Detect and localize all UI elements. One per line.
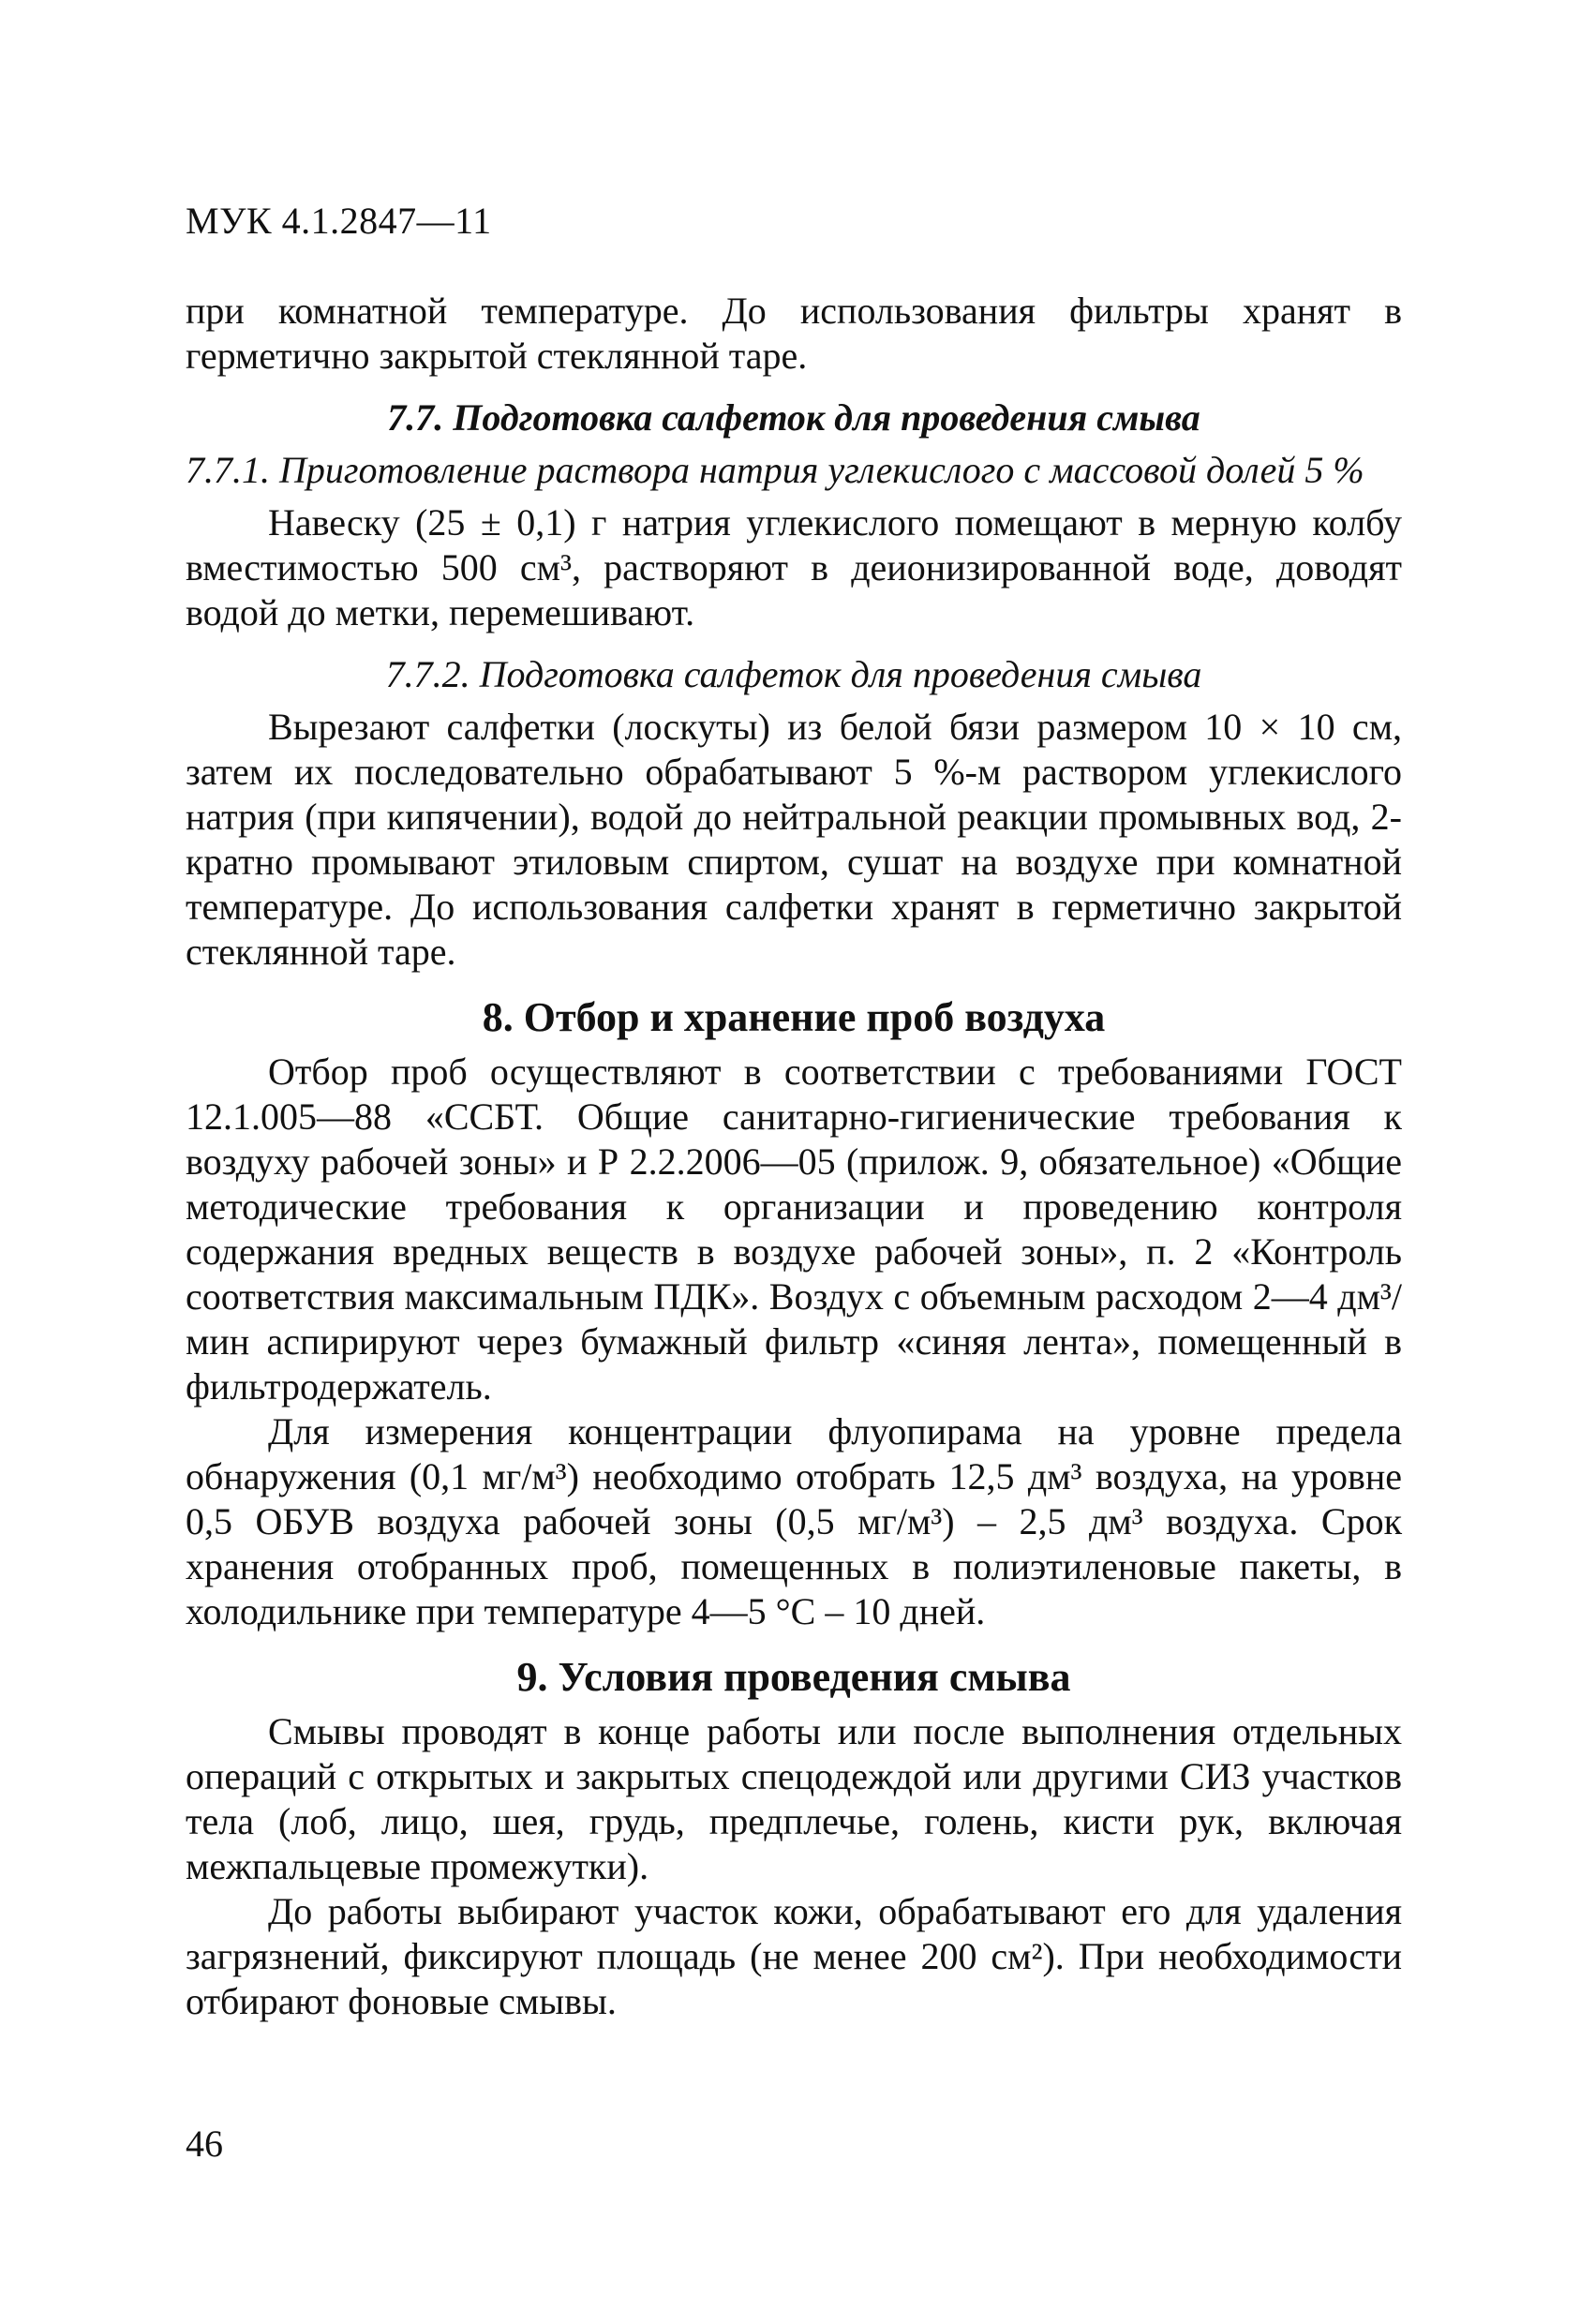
paragraph-air-sampling: Отбор проб осуществляют в соответствии с требованиями ГОСТ 12.1.005—88 «ССБТ. Общие санитарно-гигиенические требования к воздуху рабочей зоны» и Р 2.2.2006—05 (прилож. 9, обязательное) «Общие методические требования к организации и проведению контроля содержания вредных веществ в воздухе рабочей зоны», п. 2 «Контроль соответствия максимальным ПДК». Воздух с объемным расходом 2—4 дм³/мин аспирируют через бумажный фильтр «синяя лента», помещенный в фильтродержатель. — [186, 1050, 1402, 1408]
document-code-header: МУК 4.1.2847—11 — [186, 200, 492, 242]
subheading-7-7-1: 7.7.1. Приготовление раствора натрия углекислого с массовой долей 5 % — [186, 449, 1364, 491]
page-number: 46 — [186, 2123, 223, 2165]
paragraph-wipes-prep: Вырезают салфетки (лоскуты) из белой бязи размером 10 × 10 см, затем их последовательно обрабатывают 5 %-м раствором углекислого натрия (при кипячении), водой до нейтральной реакции промывных вод, 2-кратно промывают этиловым спиртом, сушат на воздухе при комнатной температуре. До использования салфетки хранят в герметично закрытой стеклянной таре. — [186, 706, 1402, 973]
subheading-7-7-2: 7.7.2. Подготовка салфеток для проведения смыва — [385, 653, 1202, 695]
paragraph-concentration-measurement: Для измерения концентрации флуопирама на уровне предела обнаружения (0,1 мг/м³) необходимо отобрать 12,5 дм³ воздуха, на уровне 0,5 ОБУВ воздуха рабочей зоны (0,5 мг/м³) – 2,5 дм³ воздуха. Срок хранения отобранных проб, помещенных в полиэтиленовые пакеты, в холодильнике при температуре 4—5 °С – 10 дней. — [186, 1410, 1402, 1632]
paragraph-skin-area: До работы выбирают участок кожи, обрабатывают его для удаления загрязнений, фиксируют площадь (не менее 200 см²). При необходимости отбирают фоновые смывы. — [186, 1890, 1402, 2022]
document-body — [186, 289, 1402, 2024]
section-heading-8: 8. Отбор и хранение проб воздуха — [482, 994, 1106, 1040]
paragraph-continuation: при комнатной температуре. До использования фильтры хранят в герметично закрытой стеклянной таре. — [186, 290, 1402, 377]
subheading-7-7: 7.7. Подготовка салфеток для проведения смыва — [387, 396, 1200, 439]
paragraph-solution-prep: Навеску (25 ± 0,1) г натрия углекислого помещают в мерную колбу вместимостью 500 см³, растворяют в деионизированной воде, доводят водой до метки, перемешивают. — [186, 501, 1402, 633]
section-heading-9: 9. Условия проведения смыва — [516, 1654, 1071, 1700]
paragraph-wash-conditions: Смывы проводят в конце работы или после выполнения отдельных операций с открытых и закрытых спецодеждой или другими СИЗ участков тела (лоб, лицо, шея, грудь, предплечье, голень, кисти рук, включая межпальцевые промежутки). — [186, 1710, 1402, 1887]
